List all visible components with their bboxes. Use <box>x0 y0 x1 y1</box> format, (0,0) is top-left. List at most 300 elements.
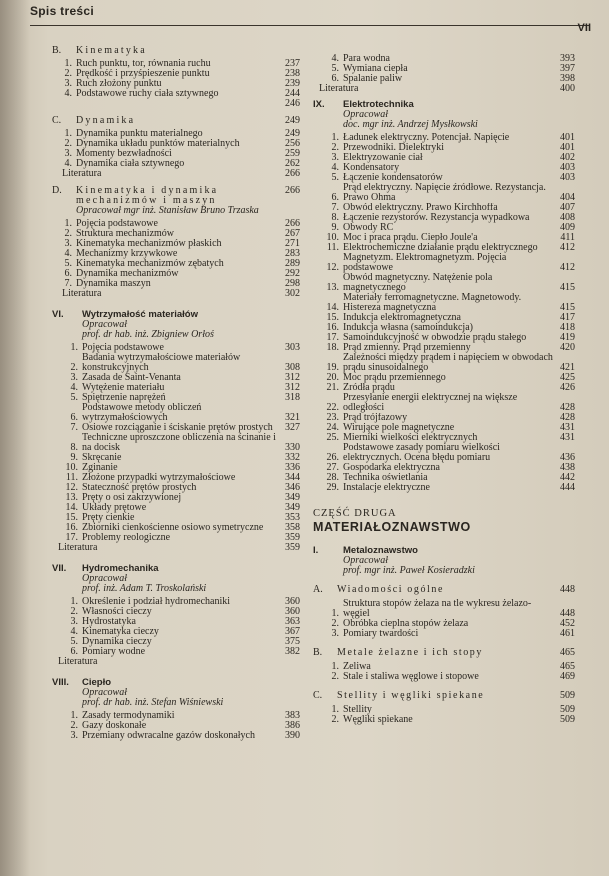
toc-entry <box>313 483 575 493</box>
entry-page: 393 <box>560 53 575 64</box>
entry-title: Dynamika maszyn <box>76 279 151 289</box>
entry-number: 7. <box>64 278 72 289</box>
entry-title: Stellity <box>343 705 372 715</box>
entry-page: 244 <box>285 88 300 99</box>
entry-title: Prędkość i przyśpieszenie punktu <box>76 69 210 79</box>
toc-entry <box>313 183 575 203</box>
toc-entry <box>313 353 575 373</box>
entry-page: 421 <box>560 362 575 373</box>
toc-section <box>52 678 300 741</box>
entry-page: 386 <box>285 720 300 731</box>
subsection-entries <box>313 662 575 682</box>
toc-entry <box>52 393 300 403</box>
entry-title: Pojęcia podstawowe <box>82 343 164 353</box>
entry-title: Prąd elektryczny. Napięcie źródłowe. Rezystancja. Prawo Ohma <box>343 183 546 203</box>
entry-number: 22. <box>326 402 339 413</box>
subsection <box>313 648 575 682</box>
toc-entry <box>52 139 300 149</box>
entry-title: Obwód elektryczny. Prawo Kirchhoffa <box>343 203 498 213</box>
entry-title: Obróbka cieplna stopów żelaza <box>343 619 469 629</box>
entry-number: 13. <box>65 492 78 503</box>
author-byline: prof. mgr inż. Paweł Kosieradzki <box>343 565 475 576</box>
entry-title: Indukcja elektromagnetyczna <box>343 313 461 323</box>
toc-section <box>52 46 300 109</box>
entry-title: Obwód magnetyczny. Natężenie pola magnetycznego <box>343 273 493 293</box>
entry-title: Moc prądu przemiennego <box>343 373 446 383</box>
entry-page: 431 <box>560 422 575 433</box>
entry-title: Dynamika układu punktów materialnych <box>76 139 240 149</box>
subsection-number: B. <box>313 647 323 658</box>
part-label: CZĘŚĆ DRUGA <box>313 508 397 519</box>
entry-title: Dynamika mechanizmów <box>76 269 179 279</box>
subsection-title: Stellity i węgliki spiekane <box>337 690 485 701</box>
entry-title: Skręcanie <box>82 453 122 463</box>
entry-page: 238 <box>285 68 300 79</box>
entry-title: Spalanie paliw <box>343 74 403 84</box>
toc-entry <box>52 433 300 453</box>
entry-page: 409 <box>560 222 575 233</box>
toc-entry <box>313 373 575 383</box>
entry-title: Instalacje elektryczne <box>343 483 430 493</box>
entry-page: 298 <box>285 278 300 289</box>
subsection-number: C. <box>313 690 323 701</box>
entry-title: Łączenie rezystorów. Rezystancja wypadkowa <box>343 213 530 223</box>
section-number: VIII. <box>52 677 69 688</box>
entry-page: 312 <box>285 382 300 393</box>
author-byline: doc. mgr inż. Andrzej Mysłkowski <box>343 119 478 130</box>
literature-entry <box>52 289 300 299</box>
entry-page: 318 <box>285 392 300 403</box>
entry-page: 367 <box>285 626 300 637</box>
entry-title: Ruch punktu, tor, równania ruchu <box>76 59 211 69</box>
entry-page: 239 <box>285 78 300 89</box>
entry-number: 1. <box>331 132 339 143</box>
entry-page: 442 <box>560 472 575 483</box>
entry-title: Technika oświetlania <box>343 473 428 483</box>
entry-number: 3. <box>64 78 72 89</box>
toc-entry <box>313 213 575 223</box>
toc-entry <box>52 259 300 269</box>
entry-page: 407 <box>560 202 575 213</box>
literature-label: Literatura <box>319 83 359 94</box>
entry-number: 4. <box>331 53 339 64</box>
entry-number: 3. <box>70 372 78 383</box>
entry-number: 29. <box>326 482 339 493</box>
entry-number: 12. <box>326 262 339 273</box>
toc-entry <box>52 627 300 637</box>
entry-title: Prąd zmienny. Prąd przemienny <box>343 343 471 353</box>
entry-page: 452 <box>560 618 575 629</box>
entry-number: 13. <box>326 282 339 293</box>
section-number: B. <box>52 45 62 56</box>
entry-title: Hydrostatyka <box>82 617 136 627</box>
entry-number: 3. <box>331 152 339 163</box>
entry-number: 5. <box>64 258 72 269</box>
entry-title: Żeliwa <box>343 662 371 672</box>
entry-number: 2. <box>70 720 78 731</box>
entry-title: Kinematyka mechanizmów płaskich <box>76 239 222 249</box>
entry-title: Magnetyzm. Elektromagnetyzm. Pojęcia podstawowe <box>343 253 507 273</box>
entry-page: 444 <box>560 482 575 493</box>
toc-section <box>52 116 300 179</box>
entry-number: 10. <box>326 232 339 243</box>
literature-entry <box>52 543 300 553</box>
entry-page: 358 <box>285 522 300 533</box>
entry-number: 2. <box>70 362 78 373</box>
entry-page: 411 <box>560 232 575 243</box>
entry-page: 283 <box>285 248 300 259</box>
entry-page: 402 <box>560 152 575 163</box>
toc-entry <box>313 243 575 253</box>
toc-entry <box>52 617 300 627</box>
header-rule <box>30 25 590 26</box>
entry-page: 419 <box>560 332 575 343</box>
entry-number: 4. <box>64 248 72 259</box>
entry-page: 461 <box>560 628 575 639</box>
entry-number: 12. <box>65 482 78 493</box>
toc-entry <box>313 463 575 473</box>
entry-title: Określenie i podział hydromechaniki <box>82 597 231 607</box>
literature-page: 400 <box>560 83 575 94</box>
toc-entry <box>313 333 575 343</box>
toc-entry <box>52 219 300 229</box>
entry-title: Zbiorniki cienkościenne osiowo symetryczne <box>82 523 264 533</box>
entry-number: 1. <box>64 58 72 69</box>
entry-page: 415 <box>560 302 575 313</box>
entry-page: 415 <box>560 282 575 293</box>
section-metallurgy <box>313 546 575 725</box>
entry-title: Podstawowe zasady pomiaru wielkości elektrycznych. Ocena błędu pomiaru <box>343 443 500 463</box>
toc-entry <box>313 619 575 629</box>
entry-number: 5. <box>70 392 78 403</box>
entry-page: 360 <box>285 596 300 607</box>
entry-title: Własności cieczy <box>82 607 152 617</box>
entry-page: 431 <box>560 432 575 443</box>
section-title: Kinematyka i dynamika mechanizmów i maszyn <box>76 185 219 206</box>
entry-page: 408 <box>560 212 575 223</box>
entry-title: Podstawowe ruchy ciała sztywnego <box>76 89 219 99</box>
toc-entry <box>313 163 575 173</box>
entry-number: 19. <box>326 362 339 373</box>
entry-title: Złożone przypadki wytrzymałościowe <box>82 473 236 483</box>
entry-title: Struktura stopów żelaza na tle wykresu żelazo-węgiel <box>343 599 532 619</box>
section-entries <box>52 129 300 169</box>
entry-number: 16. <box>65 522 78 533</box>
entry-number: 3. <box>331 628 339 639</box>
section-title: Ciepło <box>82 677 112 688</box>
entry-page: 403 <box>560 162 575 173</box>
entry-number: 25. <box>326 432 339 443</box>
entry-number: 1. <box>70 596 78 607</box>
entry-title: Momenty bezwładności <box>76 149 172 159</box>
entry-number: 3. <box>64 148 72 159</box>
toc-entry <box>52 473 300 483</box>
section-title: Wytrzymałość materiałów <box>82 309 198 320</box>
subsection-heading <box>313 648 575 658</box>
entry-title: Osiowe rozciąganie i ściskanie prętów prostych <box>82 423 273 433</box>
entry-page: 383 <box>285 710 300 721</box>
toc-section <box>52 564 300 667</box>
toc-entry <box>52 721 300 731</box>
entry-title: Zasada de Saint-Venanta <box>82 373 181 383</box>
entry-page: 390 <box>285 730 300 741</box>
entry-number: 2. <box>64 68 72 79</box>
literature-label <box>62 99 278 109</box>
toc-entry <box>52 403 300 423</box>
entry-number: 9. <box>70 452 78 463</box>
entry-title: Indukcja własna (samoindukcja) <box>343 323 473 333</box>
entry-number: 4. <box>64 158 72 169</box>
toc-entry <box>52 89 300 99</box>
entry-title: Stale i staliwa węglowe i stopowe <box>343 672 479 682</box>
entry-number: 1. <box>64 128 72 139</box>
entry-page: 375 <box>285 636 300 647</box>
entry-title: Kondensatory <box>343 163 400 173</box>
entry-title: Przemiany odwracalne gazów doskonałych <box>82 731 255 741</box>
entry-title: Pręty cienkie <box>82 513 135 523</box>
entry-number: 5. <box>331 63 339 74</box>
entry-number: 2. <box>64 138 72 149</box>
entry-title: Elektrochemiczne działanie prądu elektrycznego <box>343 243 538 253</box>
entry-number: 1. <box>64 218 72 229</box>
entry-title: Problemy reologiczne <box>82 533 171 543</box>
entry-title: Źródła prądu <box>343 383 395 393</box>
entry-page: 438 <box>560 462 575 473</box>
entry-number: 17. <box>65 532 78 543</box>
entry-number: 4. <box>64 88 72 99</box>
entry-page: 346 <box>285 482 300 493</box>
section-heading <box>52 46 300 56</box>
entry-title: Badania wytrzymałościowe materiałów konstrukcyjnych <box>82 353 241 373</box>
toc-entry <box>313 253 575 273</box>
part-two-heading <box>313 509 575 532</box>
subsection-entries <box>313 599 575 639</box>
entry-title: Kinematyka mechanizmów zębatych <box>76 259 224 269</box>
entry-page: 509 <box>560 704 575 715</box>
entry-number: 2. <box>331 618 339 629</box>
section-entries <box>313 133 575 493</box>
entry-title: Ładunek elektryczny. Potencjał. Napięcie <box>343 133 510 143</box>
toc-entry <box>52 463 300 473</box>
toc-entry <box>52 249 300 259</box>
entry-page: 312 <box>285 372 300 383</box>
entry-page: 418 <box>560 322 575 333</box>
toc-entry <box>52 597 300 607</box>
subsection-heading <box>313 691 575 701</box>
entry-page: 330 <box>285 442 300 453</box>
entry-number: 5. <box>331 172 339 183</box>
entry-title: Układy prętowe <box>82 503 147 513</box>
toc-entry <box>313 293 575 313</box>
entry-title: Obwody RC <box>343 223 394 233</box>
literature-entry <box>313 84 575 94</box>
toc-entry <box>52 353 300 373</box>
toc-entry <box>313 393 575 413</box>
section-title: Dynamika <box>76 115 136 126</box>
section-number: IX. <box>313 99 325 110</box>
entry-page: 336 <box>285 462 300 473</box>
entry-page: 428 <box>560 412 575 423</box>
entry-number: 11. <box>326 242 339 253</box>
section-entries <box>52 343 300 543</box>
entry-number: 5. <box>70 636 78 647</box>
toc-entry <box>52 59 300 69</box>
left-column <box>52 46 300 741</box>
entry-page: 271 <box>285 238 300 249</box>
section-number: VII. <box>52 563 67 574</box>
entry-title: Struktura mechanizmów <box>76 229 175 239</box>
section-entries <box>52 597 300 657</box>
entry-number: 24. <box>326 422 339 433</box>
toc-entry <box>52 513 300 523</box>
subsection-entries <box>313 705 575 725</box>
literature-page: 359 <box>285 542 300 553</box>
entry-number: 9. <box>331 222 339 233</box>
entry-page: 509 <box>560 714 575 725</box>
entry-number: 1. <box>70 710 78 721</box>
toc-entry <box>313 143 575 153</box>
section-page: 249 <box>285 115 300 126</box>
entry-number: 2. <box>331 671 339 682</box>
toc-entry <box>313 715 575 725</box>
toc-entry <box>52 69 300 79</box>
entry-title: Gospodarka elektryczna <box>343 463 440 473</box>
entry-title: Spiętrzenie naprężeń <box>82 393 166 403</box>
entry-title: Gazy doskonałe <box>82 721 147 731</box>
author-byline: Opracował <box>82 319 127 330</box>
entry-page: 397 <box>560 63 575 74</box>
literature-page: 302 <box>285 288 300 299</box>
entry-page: 382 <box>285 646 300 657</box>
entry-number: 15. <box>65 512 78 523</box>
entry-page: 465 <box>560 661 575 672</box>
toc-entry <box>313 153 575 163</box>
entry-page: 349 <box>285 492 300 503</box>
entry-title: Pojęcia podstawowe <box>76 219 158 229</box>
toc-entry <box>52 239 300 249</box>
author-byline: prof. dr hab. inż. Zbigniew Orłoś <box>82 329 214 340</box>
toc-entry <box>313 233 575 243</box>
entry-number: 7. <box>331 202 339 213</box>
toc-entry <box>52 493 300 503</box>
entry-title: Łączenie kondensatorów <box>343 173 443 183</box>
entry-page: 401 <box>560 132 575 143</box>
author-byline: Opracował mgr inż. Stanisław Bruno Trzaska <box>76 205 259 216</box>
entry-page: 249 <box>285 128 300 139</box>
entry-title: Pomiary twardości <box>343 629 419 639</box>
section-entries <box>52 219 300 289</box>
section-title: Metaloznawstwo <box>343 545 418 556</box>
entry-page: 469 <box>560 671 575 682</box>
entry-page: 237 <box>285 58 300 69</box>
entry-title: Kinematyka cieczy <box>82 627 159 637</box>
toc-entry <box>313 203 575 213</box>
entry-page: 363 <box>285 616 300 627</box>
entry-title: Moc i praca prądu. Ciepło Joule'a <box>343 233 478 243</box>
entry-title: Pręty o osi zakrzywionej <box>82 493 182 503</box>
entry-number: 8. <box>70 442 78 453</box>
toc-entry <box>52 149 300 159</box>
literature-label: Literatura <box>58 542 98 553</box>
entry-page: 289 <box>285 258 300 269</box>
entry-number: 6. <box>331 192 339 203</box>
entry-number: 1. <box>331 608 339 619</box>
subsection-number: A. <box>313 584 323 595</box>
entry-title: Dynamika punktu materialnego <box>76 129 203 139</box>
entry-number: 27. <box>326 462 339 473</box>
section-title: Elektrotechnika <box>343 99 414 110</box>
entry-number: 17. <box>326 332 339 343</box>
entry-title: Zasady termodynamiki <box>82 711 175 721</box>
toc-entry <box>52 523 300 533</box>
entry-number: 14. <box>326 302 339 313</box>
entry-number: 2. <box>331 714 339 725</box>
entry-number: 14. <box>65 502 78 513</box>
toc-entry <box>52 731 300 741</box>
subsection-page: 509 <box>560 690 575 701</box>
entry-page: 327 <box>285 422 300 433</box>
section-number: D. <box>52 185 62 196</box>
entry-number: 2. <box>64 228 72 239</box>
literature-page <box>278 657 300 667</box>
entry-title: Mierniki wielkości elektrycznych <box>343 433 478 443</box>
author-byline: Opracował <box>82 687 127 698</box>
entry-page: 420 <box>560 342 575 353</box>
section-number: I. <box>313 545 319 556</box>
entry-number: 8. <box>331 212 339 223</box>
toc-entry <box>313 629 575 639</box>
entry-number: 1. <box>70 342 78 353</box>
entry-page: 398 <box>560 73 575 84</box>
literature-entry <box>52 169 300 179</box>
entry-title: Samoindukcyjność w obwodzie prądu stałego <box>343 333 527 343</box>
continued-entries <box>313 54 575 94</box>
literature-label: Literatura <box>62 168 102 179</box>
toc-entry <box>313 599 575 619</box>
toc-entry <box>313 173 575 183</box>
section-page: 266 <box>285 185 300 196</box>
entry-page: 404 <box>560 192 575 203</box>
entry-page: 360 <box>285 606 300 617</box>
entry-title: Pomiary wodne <box>82 647 146 657</box>
entry-page: 425 <box>560 372 575 383</box>
entry-title: Mechanizmy krzywkowe <box>76 249 178 259</box>
section-number: C. <box>52 115 62 126</box>
section-entries <box>52 59 300 99</box>
author-byline: Opracował <box>82 573 127 584</box>
section-heading <box>52 186 300 206</box>
entry-title: Wirujące pole magnetyczne <box>343 423 455 433</box>
entry-number: 4. <box>331 162 339 173</box>
author-byline: Opracował <box>343 555 388 566</box>
entry-page: 436 <box>560 452 575 463</box>
entry-page: 426 <box>560 382 575 393</box>
section-number: VI. <box>52 309 64 320</box>
entry-page: 412 <box>560 242 575 253</box>
author-byline: prof. inż. Adam T. Troskolański <box>82 583 207 594</box>
entry-number: 4. <box>70 382 78 393</box>
entry-page: 448 <box>560 608 575 619</box>
toc-entry <box>313 413 575 423</box>
entry-page: 344 <box>285 472 300 483</box>
author-byline: prof. dr hab. inż. Stefan Wiśniewski <box>82 697 224 708</box>
entry-title: Wytężenie materiału <box>82 383 165 393</box>
subsection-title: Metale żelazne i ich stopy <box>337 647 483 658</box>
entry-page: 359 <box>285 532 300 543</box>
toc-entry <box>52 503 300 513</box>
toc-entry <box>313 223 575 233</box>
toc-entry <box>313 672 575 682</box>
